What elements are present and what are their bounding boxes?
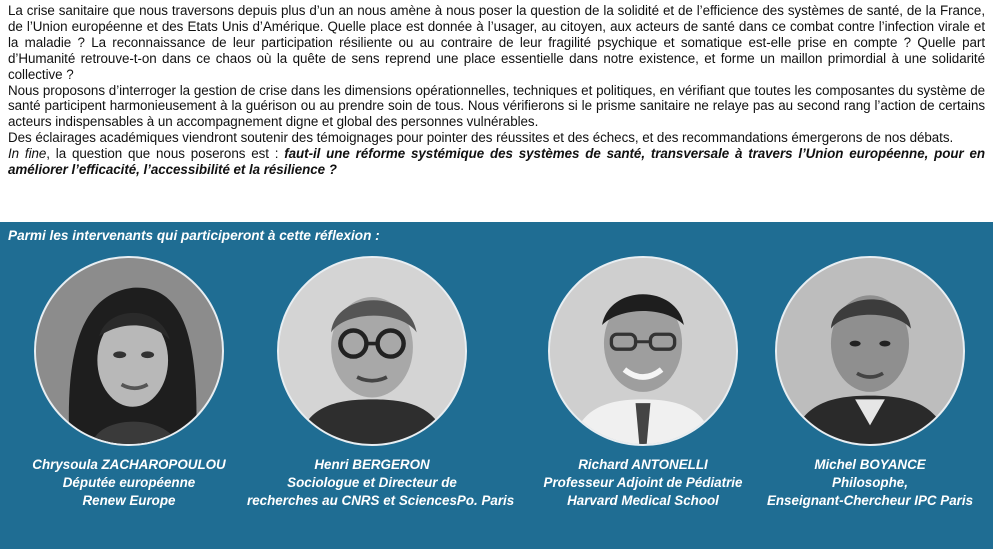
speaker-card-1 <box>4 256 254 510</box>
speaker-caption-4 <box>745 456 993 510</box>
speaker-card-4 <box>745 256 993 510</box>
portrait-woman-icon <box>36 258 222 444</box>
intro-paragraph-3: Des éclairages académiques viendront soutenir des témoignages pour pointer des réussites et des échecs, et des recommandations émergerons de nos débats. <box>8 130 954 146</box>
intro-paragraph-4 <box>8 146 985 178</box>
intro-text <box>0 0 993 222</box>
speaker-role-3: Professeur Adjoint de Pédiatrie <box>543 475 743 490</box>
in-fine-text: In fine <box>8 146 47 162</box>
key-question: faut-il une réforme systémique des systèmes de santé, transversale à travers l’Union européenne, pour en améliorer l’efficacité, l’accessibilité et la résilience ? <box>8 146 985 178</box>
speakers-panel <box>0 222 993 549</box>
speaker-caption-1 <box>4 456 254 510</box>
speaker-caption-3 <box>518 456 768 510</box>
speaker-photo-4 <box>775 256 965 446</box>
speaker-caption-2 <box>247 456 515 510</box>
speaker-affiliation-4: Enseignant-Chercheur IPC Paris <box>766 493 974 508</box>
portrait-man-glasses-tie-icon <box>550 258 736 444</box>
portrait-man-glasses-icon <box>279 258 465 444</box>
speaker-affiliation-3: Harvard Medical School <box>567 493 719 508</box>
speaker-photo-1 <box>34 256 224 446</box>
question-lead: , la question que nous poserons est : <box>46 146 285 162</box>
speaker-card-3 <box>518 256 768 510</box>
speakers-heading: Parmi les intervenants qui participeront à cette réflexion : <box>8 228 380 243</box>
speaker-name-1: Chrysoula ZACHAROPOULOU <box>32 457 226 472</box>
speaker-card-2 <box>247 256 515 510</box>
speaker-name-3: Richard ANTONELLI <box>578 457 708 472</box>
speaker-role-2: Sociologue et Directeur de <box>287 475 457 490</box>
intro-paragraph-1: La crise sanitaire que nous traversons depuis plus d’un an nous amène à nous poser la question de la solidité et de l’efficience des systèmes de santé, de la France, de l’Union européenne et des Etats Unis d’Amérique. Quelle place est donnée à l’usager, au citoyen, aux acteurs de santé dans ce combat contre l’infection virale et la maladie ? La reconnaissance de leur participation résiliente ou au contraire de leur fragilité psychique et somatique est-elle prise en compte ? Quelle part d’Humanité retrouve-t-on dans ce chaos où la quête de sens reprend une place essentielle dans notre existence, et forme un maillon primordial à une solidarité collective ? <box>8 3 985 82</box>
speaker-photo-3 <box>548 256 738 446</box>
speaker-role-1: Députée européenne <box>62 475 196 490</box>
speaker-name-2: Henri BERGERON <box>314 457 430 472</box>
speaker-affiliation-2: recherches au CNRS et SciencesPo. Paris <box>247 493 515 508</box>
speaker-role-4: Philosophe, <box>832 475 908 490</box>
speaker-affiliation-1: Renew Europe <box>82 493 176 508</box>
portrait-man-suit-icon <box>777 258 963 444</box>
speaker-photo-2 <box>277 256 467 446</box>
speaker-name-4: Michel BOYANCE <box>814 457 926 472</box>
intro-paragraph-2: Nous proposons d’interroger la gestion de crise dans les dimensions opérationnelles, techniques et politiques, en vérifiant que toutes les composantes du système de santé participent harmonieusement à la guérison ou au prendre soin de tous. Nous vérifierons si le prisme sanitaire ne relaye pas au second rang l’action de certains acteurs indispensables à un accompagnement digne et global des personnes vulnérables. <box>8 82 985 130</box>
